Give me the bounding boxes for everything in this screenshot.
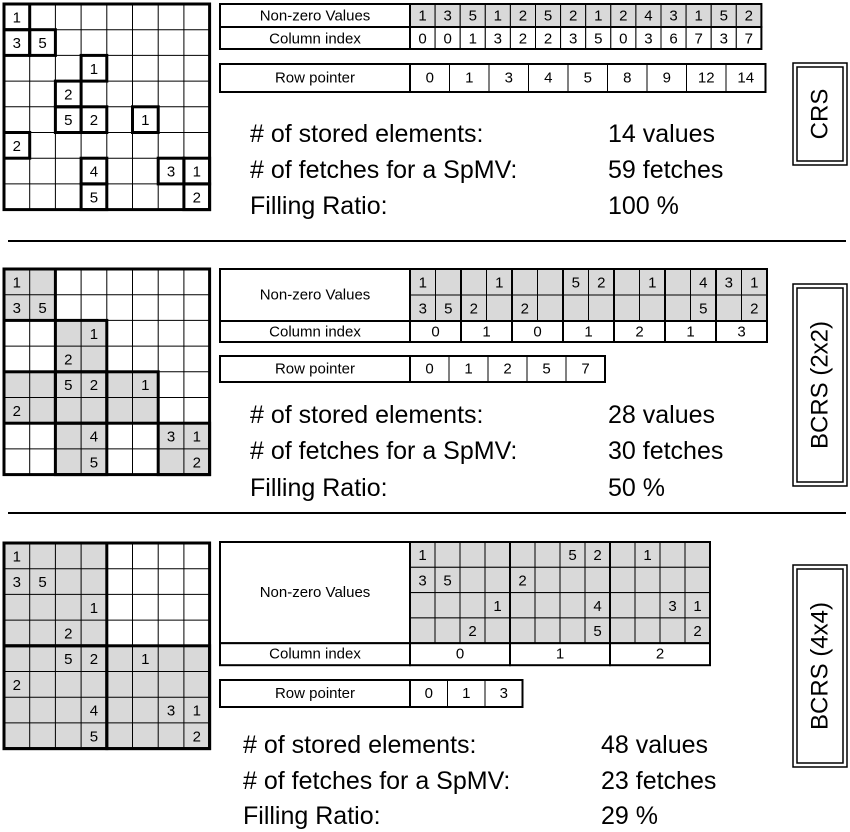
block-value-cell (635, 567, 660, 592)
block-value: 2 (468, 623, 477, 641)
stored-elements-label: # of stored elements: (250, 401, 484, 429)
block-value: 1 (418, 547, 427, 565)
format-tag-3 (793, 565, 847, 767)
block-value: 3 (724, 274, 733, 292)
matrix-value: 4 (89, 428, 99, 446)
block-value-cell (410, 593, 435, 618)
matrix-value: 1 (192, 428, 201, 446)
matrix-value: 3 (166, 428, 176, 446)
value: 1 (694, 7, 703, 25)
block-value-cell (563, 295, 589, 321)
format-tag-2 (793, 284, 847, 486)
block-value: 4 (699, 274, 708, 292)
stats-1 (250, 120, 723, 220)
matrix-value: 5 (64, 377, 73, 395)
row-pointer: 4 (544, 69, 553, 87)
block-value-cell (410, 618, 435, 643)
block-value-cell (538, 269, 564, 295)
row-pointer: 12 (697, 69, 715, 87)
matrix-value: 5 (89, 189, 99, 207)
value: 2 (744, 7, 754, 25)
block-value: 3 (418, 300, 427, 318)
column-index: 3 (493, 30, 503, 48)
block-value-cell (614, 269, 640, 295)
matrix-value: 1 (192, 702, 201, 720)
values-label: Non-zero Values (259, 286, 371, 304)
matrix-2 (4, 269, 210, 475)
fetches-spmv-label: # of fetches for a SpMV: (250, 156, 518, 184)
block-value: 2 (593, 547, 602, 565)
matrix-value: 2 (64, 351, 73, 369)
matrix-value: 5 (38, 300, 47, 318)
crs-arrays (220, 4, 766, 92)
fetches-spmv-label: # of fetches for a SpMV: (250, 437, 518, 465)
matrix-value: 3 (12, 300, 22, 318)
row-pointer: 2 (503, 360, 512, 378)
matrix-value: 1 (141, 112, 150, 130)
block-value-cell (560, 618, 585, 643)
matrix-value: 2 (192, 454, 201, 472)
row-pointer: 5 (583, 69, 592, 87)
row-pointer: 1 (465, 69, 474, 87)
column-index: 0 (619, 30, 628, 48)
stored-elements-label: # of stored elements: (250, 120, 484, 148)
block-value-cell (461, 269, 487, 295)
block-value-cell (535, 542, 560, 567)
matrix-value: 1 (192, 163, 201, 181)
row-pointer: 7 (581, 360, 590, 378)
matrix-1 (4, 4, 210, 210)
block-value: 1 (493, 597, 502, 615)
row-pointer: 0 (425, 69, 434, 87)
block-value: 5 (593, 623, 602, 641)
format-name: BCRS (2x2) (806, 320, 834, 450)
row-pointer: 1 (462, 685, 471, 702)
block-value-cell (435, 542, 460, 567)
matrix-value: 1 (12, 548, 22, 566)
value: 1 (594, 7, 603, 25)
block-value-cell (640, 295, 666, 321)
bcrs4-arrays (220, 542, 710, 707)
block-value-cell (665, 295, 691, 321)
block-value-cell (560, 593, 585, 618)
matrix-value: 2 (89, 112, 99, 130)
fetches-spmv-value: 23 fetches (601, 767, 717, 795)
block-value-cell (435, 593, 460, 618)
stored-elements-value: 48 values (601, 731, 709, 759)
row-pointer: 3 (499, 685, 508, 702)
filling-ratio-value: 100 % (608, 192, 679, 220)
block-value-cell (460, 542, 485, 567)
column-index: 2 (518, 30, 528, 48)
matrix-value: 2 (192, 189, 201, 207)
matrix-value: 3 (166, 163, 176, 181)
matrix-value: 2 (192, 728, 201, 746)
block-value: 5 (444, 300, 453, 318)
stored-elements-value: 28 values (608, 401, 716, 429)
stats-3 (243, 731, 716, 830)
value: 2 (619, 7, 628, 25)
block-value-cell (560, 567, 585, 592)
format-tag-1 (793, 63, 847, 165)
block-value-cell (436, 269, 462, 295)
matrix-value: 1 (12, 274, 22, 292)
value: 5 (468, 7, 477, 25)
column-index: 1 (482, 323, 491, 341)
block-value-cell (535, 567, 560, 592)
column-index: 0 (533, 323, 542, 341)
block-value-cell (485, 542, 510, 567)
block-value-cell (585, 567, 610, 592)
matrix-value: 4 (89, 702, 99, 720)
block-value-cell (635, 593, 660, 618)
block-value-cell (510, 618, 535, 643)
block-value: 1 (693, 597, 702, 615)
matrix-value: 1 (89, 599, 99, 617)
matrix-value: 3 (12, 35, 22, 53)
matrix-value: 4 (89, 163, 99, 181)
block-value: 1 (750, 274, 759, 292)
block-value-cell (685, 542, 710, 567)
matrix-value: 1 (141, 377, 150, 395)
row-pointer: 1 (464, 360, 473, 378)
matrix-3 (4, 543, 210, 749)
block-value: 2 (518, 572, 527, 590)
format-name: BCRS (4x4) (806, 601, 834, 731)
matrix-value: 3 (166, 702, 176, 720)
column-index-label: Column index (269, 323, 361, 341)
value: 3 (443, 7, 452, 25)
block-value: 1 (495, 274, 504, 292)
filling-ratio-label: Filling Ratio: (250, 474, 388, 502)
block-value-cell (610, 542, 635, 567)
column-index: 2 (635, 323, 644, 341)
matrix-value: 1 (12, 9, 22, 27)
matrix-value: 1 (89, 325, 99, 343)
row-pointer-label: Row pointer (274, 69, 356, 87)
value: 3 (669, 7, 678, 25)
row-pointer: 0 (424, 685, 433, 702)
row-pointer: 3 (504, 69, 513, 87)
values-label: Non-zero Values (259, 7, 371, 25)
row-pointer: 9 (662, 69, 671, 87)
block-value: 2 (750, 300, 759, 318)
matrix-value: 5 (89, 454, 99, 472)
value: 1 (418, 7, 427, 25)
block-value-cell (535, 618, 560, 643)
value: 2 (568, 7, 578, 25)
column-index: 0 (455, 645, 465, 663)
column-index: 1 (584, 323, 593, 341)
block-value-cell (665, 269, 691, 295)
matrix-value: 5 (38, 35, 47, 53)
column-index: 0 (418, 30, 427, 48)
values-label: Non-zero Values (259, 584, 371, 602)
block-value-cell (660, 542, 685, 567)
column-index: 3 (568, 30, 578, 48)
block-value-cell (635, 618, 660, 643)
block-value: 1 (418, 274, 427, 292)
block-value-cell (485, 618, 510, 643)
block-value-cell (660, 567, 685, 592)
matrix-value: 5 (38, 574, 47, 592)
column-index: 7 (744, 30, 754, 48)
column-index: 2 (543, 30, 553, 48)
matrix-value: 5 (89, 728, 99, 746)
block-value-cell (589, 295, 615, 321)
block-value-cell (538, 295, 564, 321)
row-pointer-label: Row pointer (274, 685, 356, 702)
matrix-value: 2 (12, 137, 22, 155)
block-value-cell (610, 618, 635, 643)
stats-2 (250, 401, 723, 502)
matrix-value: 2 (89, 651, 99, 669)
row-pointer: 5 (542, 360, 551, 378)
filling-ratio-value: 29 % (601, 802, 658, 830)
filling-ratio-label: Filling Ratio: (243, 802, 381, 830)
matrix-value: 2 (12, 676, 22, 694)
block-value: 5 (443, 572, 452, 590)
value: 1 (493, 7, 503, 25)
block-value: 2 (693, 623, 702, 641)
fetches-spmv-value: 30 fetches (608, 437, 724, 465)
block-value-cell (716, 295, 742, 321)
matrix-value: 2 (89, 377, 99, 395)
block-value-cell (460, 593, 485, 618)
column-index-label: Column index (269, 645, 361, 663)
row-pointer: 0 (425, 360, 434, 378)
column-index: 1 (468, 30, 477, 48)
format-name: CRS (806, 88, 834, 140)
block-value-cell (685, 567, 710, 592)
block-value: 5 (571, 274, 580, 292)
matrix-value: 2 (64, 625, 73, 643)
row-pointer: 14 (737, 69, 755, 87)
column-index: 0 (443, 30, 452, 48)
block-value-cell (487, 295, 513, 321)
column-index: 1 (555, 645, 565, 663)
block-value-cell (510, 593, 535, 618)
column-index: 3 (719, 30, 728, 48)
block-value-cell (460, 567, 485, 592)
block-value-cell (535, 593, 560, 618)
matrix-value: 1 (141, 651, 150, 669)
row-pointer-label: Row pointer (274, 360, 356, 378)
block-value-cell (610, 593, 635, 618)
column-index: 7 (694, 30, 703, 48)
matrix-value: 3 (12, 574, 22, 592)
block-value-cell (614, 295, 640, 321)
fetches-spmv-value: 59 fetches (608, 156, 724, 184)
block-value: 2 (520, 300, 529, 318)
matrix-value: 2 (64, 86, 73, 104)
block-value: 1 (643, 547, 652, 565)
value: 5 (543, 7, 553, 25)
column-index: 2 (655, 645, 665, 663)
block-value: 1 (648, 274, 657, 292)
block-value: 3 (668, 597, 677, 615)
column-index: 1 (686, 323, 695, 341)
filling-ratio-label: Filling Ratio: (250, 192, 388, 220)
block-value-cell (660, 618, 685, 643)
column-index: 6 (669, 30, 678, 48)
row-pointer: 8 (623, 69, 632, 87)
stored-elements-label: # of stored elements: (243, 731, 477, 759)
block-value: 3 (418, 572, 427, 590)
column-index-label: Column index (269, 30, 361, 48)
column-index: 5 (594, 30, 603, 48)
block-value: 4 (593, 597, 602, 615)
column-index: 3 (644, 30, 653, 48)
bcrs2-arrays (220, 269, 767, 382)
column-index: 3 (737, 323, 746, 341)
value: 5 (719, 7, 728, 25)
block-value-cell (610, 567, 635, 592)
block-value-cell (485, 567, 510, 592)
fetches-spmv-label: # of fetches for a SpMV: (243, 767, 511, 795)
block-value-cell (510, 542, 535, 567)
value: 4 (644, 7, 653, 25)
block-value: 5 (568, 547, 577, 565)
block-value-cell (512, 269, 538, 295)
matrix-value: 1 (89, 60, 99, 78)
filling-ratio-value: 50 % (608, 474, 665, 502)
matrix-value: 5 (64, 651, 73, 669)
block-value-cell (435, 618, 460, 643)
block-value: 5 (699, 300, 708, 318)
value: 2 (518, 7, 528, 25)
block-value: 2 (469, 300, 478, 318)
matrix-value: 5 (64, 112, 73, 130)
block-value: 2 (597, 274, 606, 292)
column-index: 0 (431, 323, 440, 341)
matrix-value: 2 (12, 402, 22, 420)
stored-elements-value: 14 values (608, 120, 716, 148)
